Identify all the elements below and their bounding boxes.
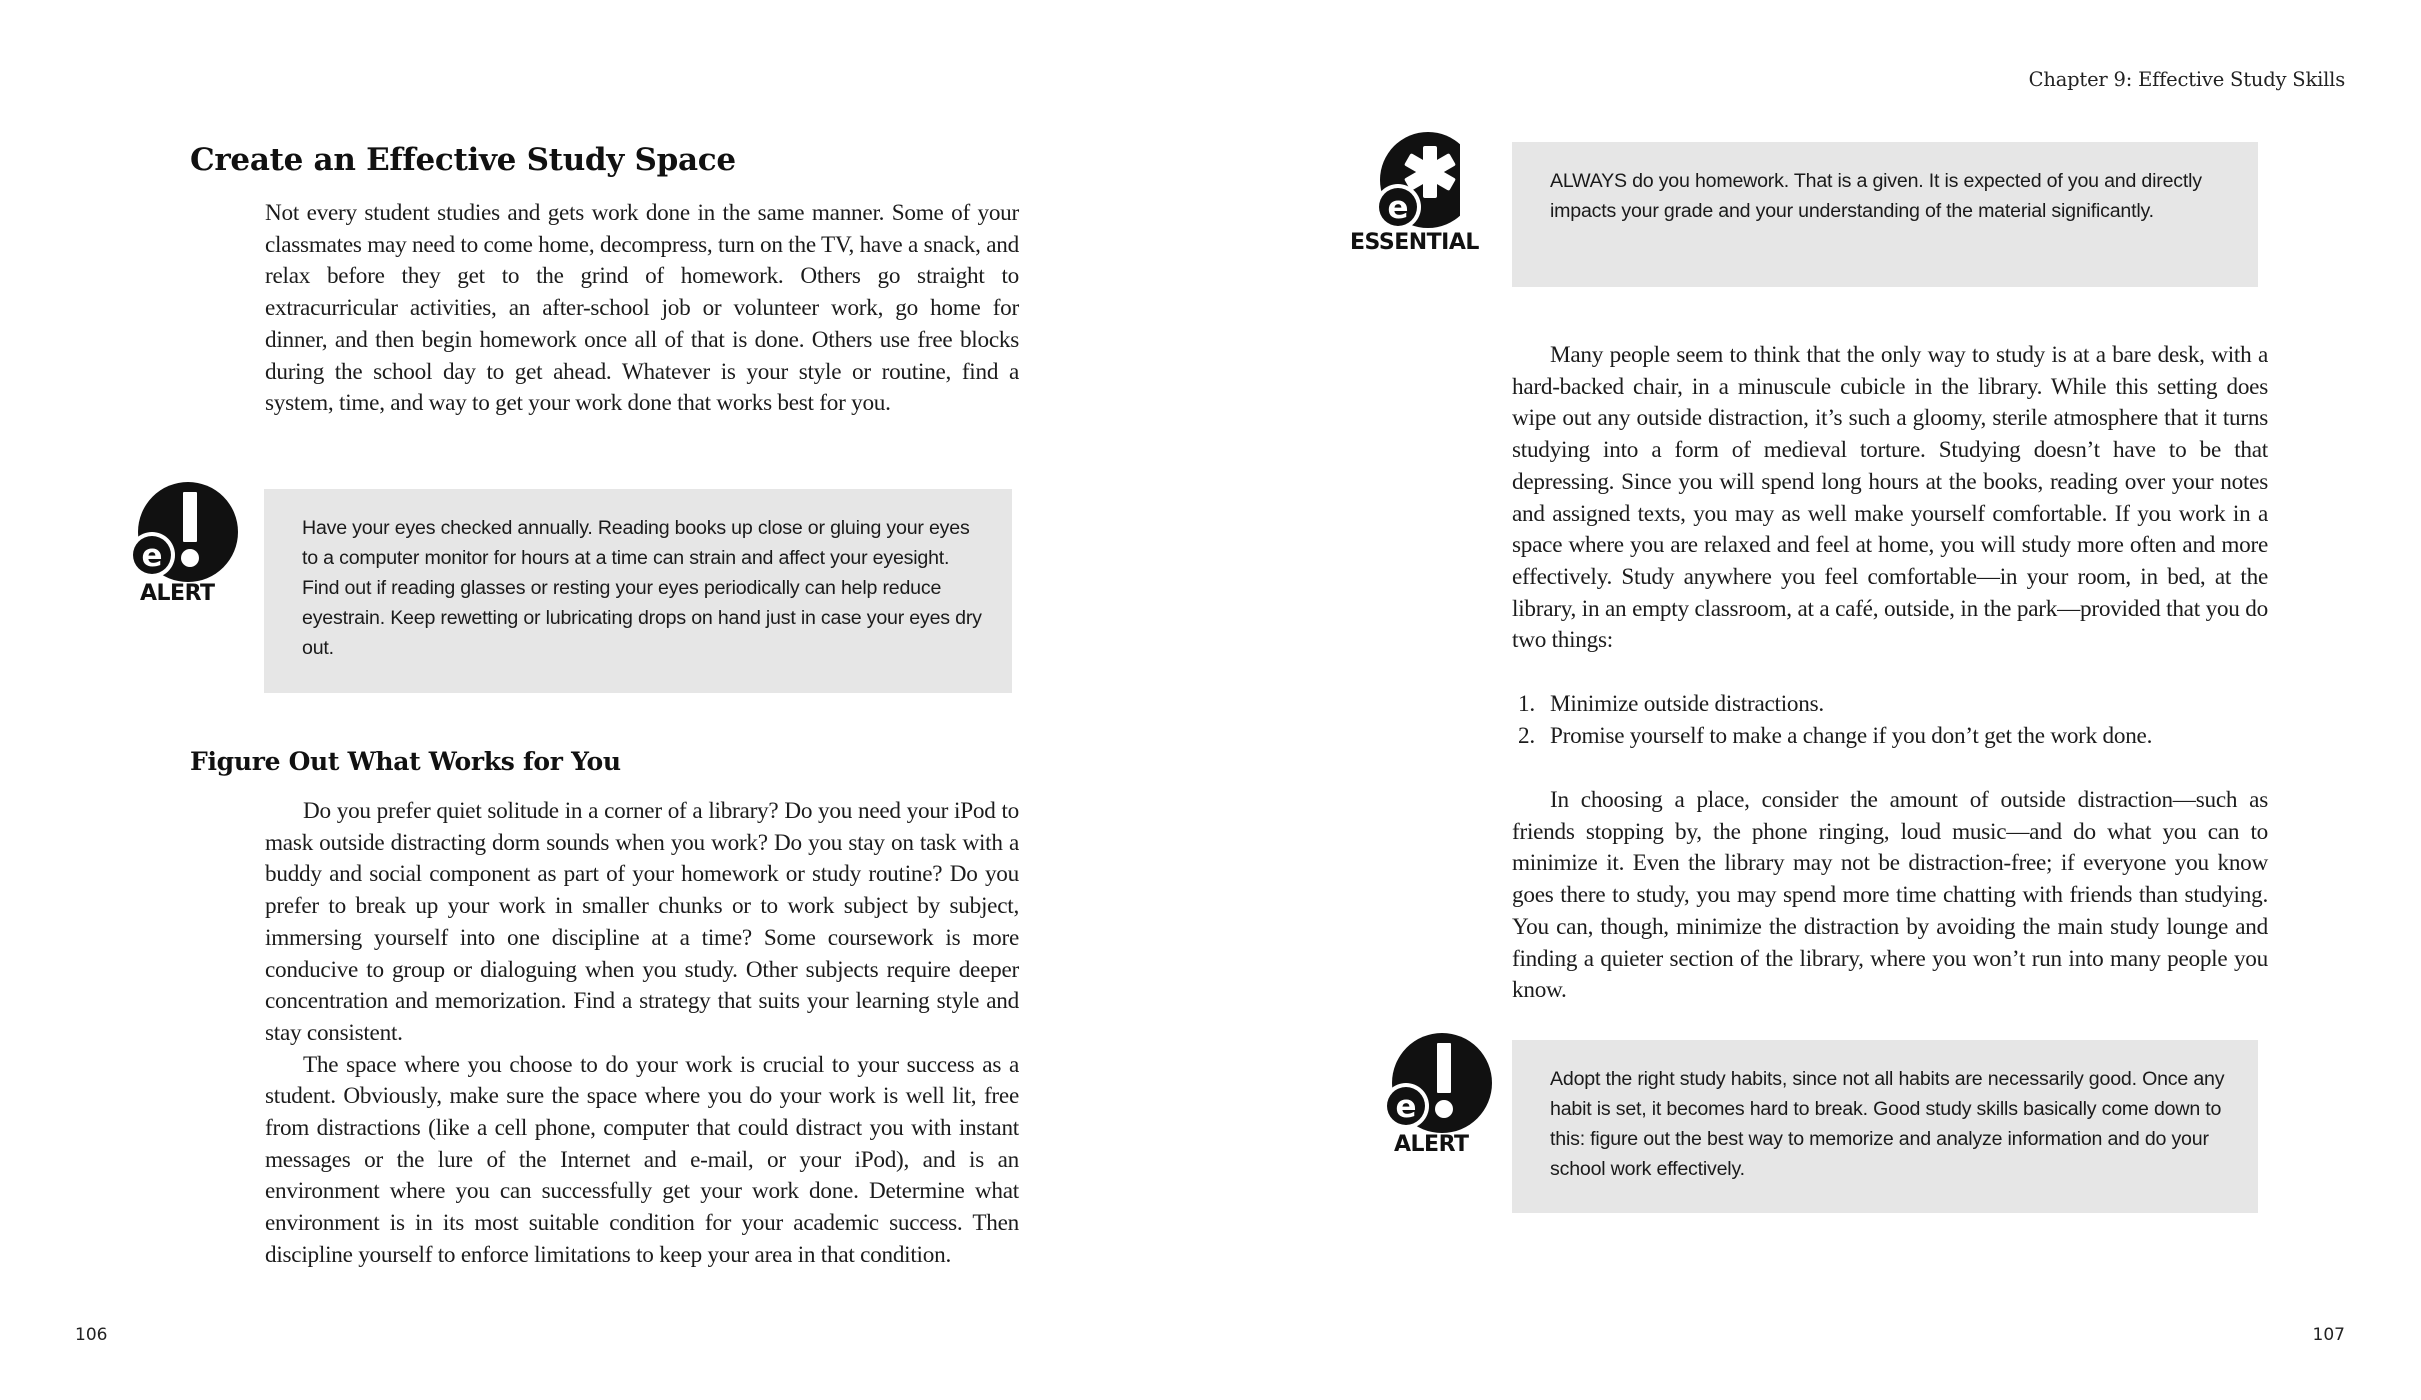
left-page [0, 0, 1210, 1400]
alert-callout-text: Have your eyes checked annually. Reading books up close or gluing your eyes to a computer monitor for hours at a time can strain and affect your eyesight. Find out if reading glasses or resting your eyes periodically can help reduce eyestrain. Keep rewetting or lubricating drops on hand just in case your eyes dry out. [302, 517, 982, 659]
paragraph: In choosing a place, consider the amount of outside distraction—such as friends stopping by, the phone ringing, loud music—and do what you can to minimize it. Even the library may not be distraction-free; if everyone you know goes there to study, you may spend more time chatting with friends than studying. You can, though, minimize the distraction by avoiding the main study lounge and finding a quieter section of the library, where you won’t run into many people you know. [1512, 787, 2268, 1004]
alert-callout-box [1512, 1040, 2258, 1213]
right-page [1210, 0, 2421, 1400]
section-body [265, 198, 1019, 420]
page-number-left: 106 [75, 1325, 108, 1345]
alert-icon [132, 482, 242, 582]
list-item: 1. Minimize outside distractions. [1518, 691, 1824, 717]
paragraph: The space where you choose to do your work is crucial to your success as a student. Obviously, make sure the space where you do your work is well lit, free from distractions (like a cell phone, computer that could distract you with instant messages or the lure of the Internet and e-mail, or your iPod), and is an environment where you can successfully get your work done. Determine what environment is in its most suitable condition for your academic success. Then discipline yourself to enforce limitations to keep your area in that condition. [265, 1051, 1019, 1268]
essential-callout-text: ALWAYS do you homework. That is a given. It is expected of you and directly impacts your grade and your understanding of the material significantly. [1550, 170, 2202, 222]
page-number-right: 107 [2312, 1325, 2345, 1345]
running-head: Chapter 9: Effective Study Skills [2028, 68, 2345, 91]
alert-icon [1386, 1033, 1496, 1133]
main-body-1 [1512, 340, 2268, 657]
alert-callout-box [264, 489, 1012, 693]
section-heading: Create an Effective Study Space [190, 142, 736, 178]
svg-text:e: e [141, 538, 163, 574]
alert-callout-text: Adopt the right study habits, since not all habits are necessarily good. Once any habit is set, it becomes hard to break. Good study skills basically come down to this: figure out the best way to memorize and analyze information and do your school work effectively. [1550, 1068, 2225, 1180]
alert-label: ALERT [1394, 1132, 1469, 1157]
alert-label: ALERT [140, 581, 215, 606]
essential-icon-group [1350, 132, 1500, 272]
alert-icon-group [132, 482, 282, 622]
essential-label: ESSENTIAL [1350, 230, 1479, 255]
svg-text:e: e [1395, 1089, 1417, 1125]
subsection-heading: Figure Out What Works for You [190, 747, 621, 776]
paragraph: Not every student studies and gets work done in the same manner. Some of your classmates may need to come home, decompress, turn on the TV, have a snack, and relax before they get to the grind of homework. Others go straight to extracurricular activities, an after-school job or volunteer work, go home for dinner, and then begin homework once all of that is done. Others use free blocks during the school day to get ahead. Whatever is your style or routine, find a system, time, and way to get your work done that works best for you. [265, 200, 1019, 417]
numbered-list [1512, 689, 2152, 752]
main-body-2 [1512, 785, 2268, 1007]
paragraph: Do you prefer quiet solitude in a corner of a library? Do you need your iPod to mask outside distracting dorm sounds when you work? Do you stay on task with a buddy and social component as part of your homework or study routine? Do you prefer to break up your work in smaller chunks or to work subject by subject, immersing yourself into one discipline at a time? Some coursework is more conducive to group or dialoguing when you study. Other subjects require deeper concentration and memorization. Find a strategy that suits your learning style and stay consistent. [265, 798, 1019, 1046]
svg-text:e: e [1387, 190, 1409, 226]
list-item: 2. Promise yourself to make a change if you don’t get the work done. [1518, 722, 2153, 749]
paragraph: Many people seem to think that the only way to study is at a bare desk, with a hard-backed chair, in a minuscule cubicle in the library. While this setting does wipe out any outside distraction, it’s such a gloomy, sterile atmosphere that it turns studying into a form of medieval torture. Studying doesn’t have to be that depressing. Since you will spend long hours at the books, reading over your notes and assigned texts, you may as well make yourself comfortable. If you work in a space where you are relaxed and feel at home, you will study more often and more effectively. Study anywhere you feel comfortable—in your room, in bed, at the library, in an empty classroom, at a café, outside, in the park—provided that you do two things: [1512, 342, 2268, 654]
essential-callout-box [1512, 142, 2258, 287]
subsection-body [265, 796, 1019, 1272]
essential-icon [1350, 132, 1460, 232]
